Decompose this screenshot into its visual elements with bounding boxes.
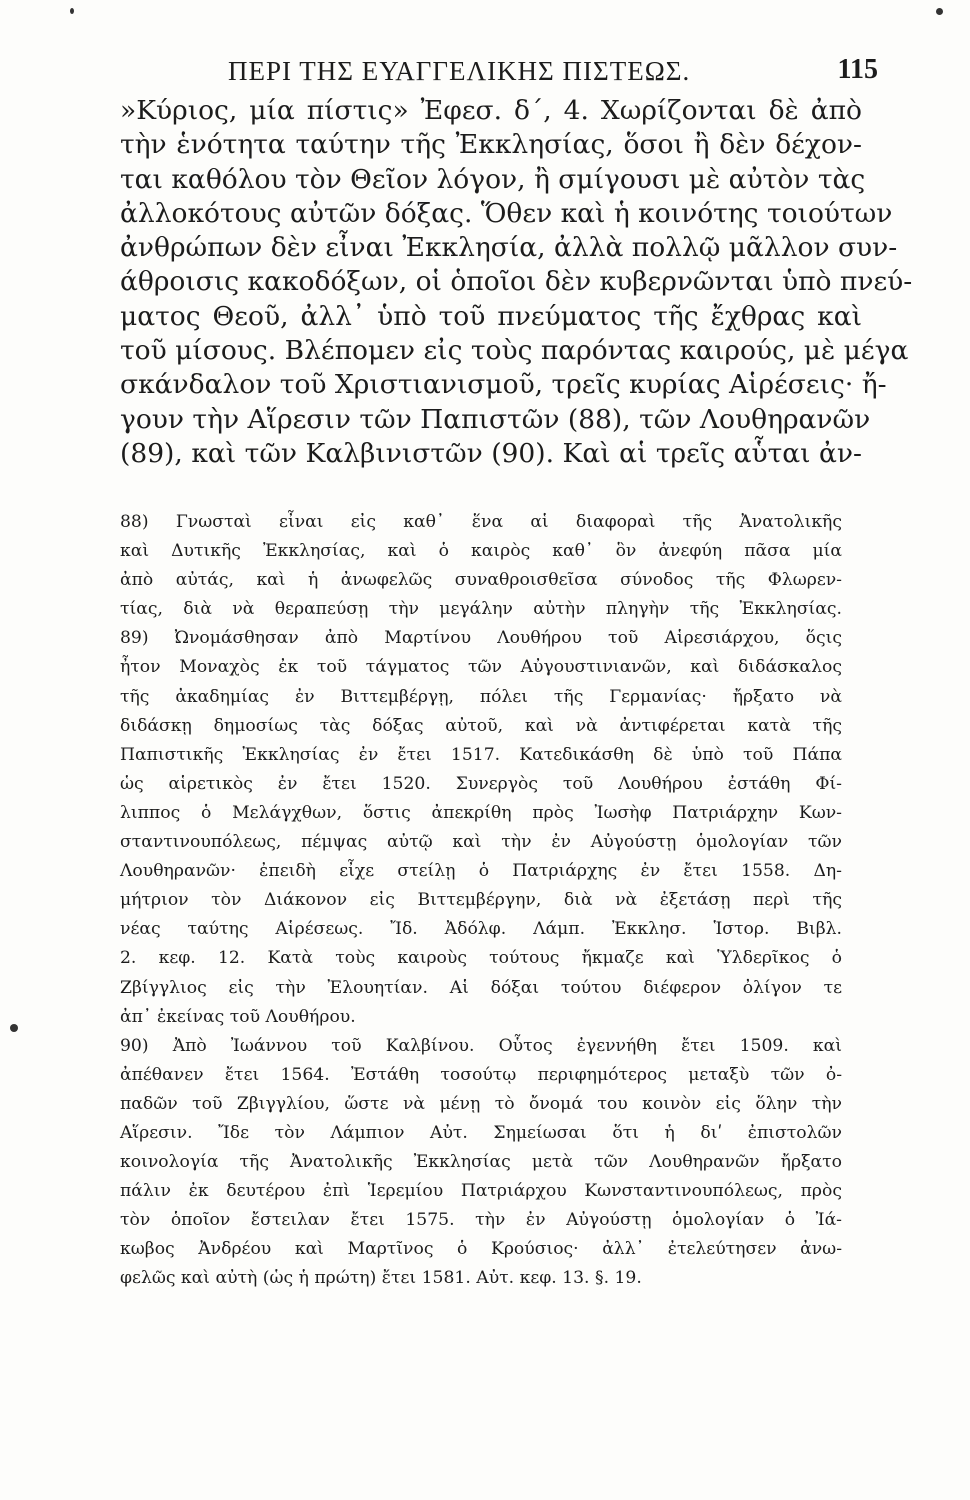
main-text-line: άθροισις κακοδόξων, οἱ ὁποῖοι δὲν κυβερνῶνται ὑπὸ πνεύ- [120,266,913,298]
footnote-90-line: πάλιν ἐκ δευτέρου ἐπὶ Ἱερεμίου Πατριάρχου Κωνσταντινουπόλεως, πρὸς [120,1181,842,1202]
footnote-89-line: Λουθηρανῶν· ἐπειδὴ εἶχε στείλῃ ὁ Πατριάρχης ἐν ἔτει 1558. Δη- [120,861,842,882]
footnote-89-line: ἀπ᾽ ἐκείνας τοῦ Λουθήρου. [120,1006,356,1027]
main-text [120,94,913,471]
footnote-90-line: κοινολογία τῆς Ἀνατολικῆς Ἐκκλησίας μετὰ τῶν Λουθηρανῶν ἤρξατο [120,1152,842,1173]
footnote-89-line: ὡς αἱρετικὸς ἐν ἔτει 1520. Συνεργὸς τοῦ Λουθήρου ἐστάθη Φί- [120,773,842,794]
footnote-89-line: 89) Ὠνομάσθησαν ἀπὸ Μαρτίνου Λουθήρου τοῦ Αἱρεσιάρχου, ὅςις [120,628,842,649]
footnote-90-line: τὸν ὁποῖον ἔστειλαν ἔτει 1575. τὴν ἐν Αὐγούστῃ ὁμολογίαν ὁ Ἰά- [120,1210,842,1231]
footnote-89-line: μήτριον τὸν Διάκονον εἰς Βιττεμβέργην, διὰ νὰ ἐξετάσῃ περὶ τῆς [120,890,842,911]
footnote-90-line: 90) Ἀπὸ Ἰωάννου τοῦ Καλβίνου. Οὗτος ἐγεννήθη ἔτει 1509. καὶ [120,1035,842,1056]
page-header [118,56,878,96]
footnote-88-line: ἀπὸ αὐτάς, καὶ ἡ ἀνωφελῶς συναθροισθεῖσα σύνοδος τῆς Φλωρεν- [120,570,842,591]
main-text-line: σκάνδαλον τοῦ Χριστιανισμοῦ, τρεῖς κυρίας Αἱρέσεις· ἤ- [120,369,887,401]
footnote-89-line: τῆς ἀκαδημίας ἐν Βιττεμβέργῃ, πόλει τῆς Γερμανίας· ἤρξατο νὰ [120,686,842,707]
main-text-line: »Κύριος, μία πίστις» Ἐφεσ. δ΄, 4. Χωρίζονται δὲ ἀπὸ [120,95,862,126]
main-text-line: (89), καὶ τῶν Καλβινιστῶν (90). Καὶ αἱ τρεῖς αὗται ἀν- [120,437,862,469]
paper-speck [936,8,943,15]
footnote-89-line: ἦτον Μοναχὸς ἐκ τοῦ τάγματος τῶν Αὐγουστινιανῶν, καὶ διδάσκαλος [120,657,842,678]
footnote-88-line: 88) Γνωσταὶ εἶναι εἰς καθ᾽ ἕνα αἱ διαφοραὶ τῆς Ἀνατολικῆς [120,512,842,532]
footnotes [120,508,842,1294]
page-number: 115 [837,54,878,85]
footnote-89-line: Παπιστικῆς Ἐκκλησίας ἐν ἔτει 1517. Κατεδικάσθη δὲ ὑπὸ τοῦ Πάπα [120,744,842,765]
footnote-89-line: διδάσκῃ δημοσίως τὰς δόξας αὐτοῦ, καὶ νὰ ἀντιφέρεται κατὰ τῆς [120,715,842,736]
main-text-line: τοῦ μίσους. Βλέπομεν εἰς τοὺς παρόντας καιρούς, μὲ μέγα [120,335,909,367]
footnote-90-line: ἀπέθανεν ἔτει 1564. Ἐστάθη τοσούτῳ περιφημότερος μεταξὺ τῶν ὀ- [120,1064,842,1085]
footnote-89-line: σταντινουπόλεως, πέμψας αὐτῷ καὶ τὴν ἐν Αὐγούστῃ ὁμολογίαν τῶν [120,832,842,853]
footnote-90-line: φελῶς καὶ αὐτὴ (ὡς ἡ πρώτη) ἔτει 1581. Αὐτ. κεφ. 13. §. 19. [120,1268,642,1289]
footnote-89-line: Ζβίγγλιος εἰς τὴν Ἐλουητίαν. Αἱ δόξαι τούτου διέφερον ὀλίγον τε [120,977,842,998]
paper-speck [70,8,74,14]
main-text-line: τὴν ἑνότητα ταύτην τῆς Ἐκκλησίας, ὅσοι ἢ δὲν δέχον- [120,129,862,161]
footnote-90-line: παδῶν τοῦ Ζβιγγλίου, ὥστε νὰ μένῃ τὸ ὄνομά του κοινὸν εἰς ὅλην τὴν [120,1093,842,1114]
footnote-89-line: 2. κεφ. 12. Κατὰ τοὺς καιροὺς τούτους ἤκμαζε καὶ Ὑλδερῖκος ὁ [120,948,842,969]
main-text-line: ἀλλοκότους αὐτῶν δόξας. Ὅθεν καὶ ἡ κοινότης τοιούτων [120,197,893,229]
footnote-90-line: κωβος Ἀνδρέου καὶ Μαρτῖνος ὁ Κρούσιος· ἀλλ᾽ ἐτελεύτησεν ἀνω- [120,1239,842,1260]
footnote-88-line: καὶ Δυτικῆς Ἐκκλησίας, καὶ ὁ καιρὸς καθ᾽ ὃν ἀνεφύη πᾶσα μία [120,541,842,562]
footnote-88-line: τίας, διὰ νὰ θεραπεύσῃ τὴν μεγάλην αὐτὴν πληγὴν τῆς Ἐκκλησίας. [120,599,842,620]
main-text-line: ματος Θεοῦ, ἀλλ᾽ ὑπὸ τοῦ πνεύματος τῆς ἔχθρας καὶ [120,300,862,332]
running-title: ΠΕΡΙ ΤΗΣ ΕΥΑΓΓΕΛΙΚΗΣ ΠΙΣΤΕΩΣ. [228,56,691,86]
paper-speck [10,1024,18,1032]
main-text-line: ται καθόλου τὸν Θεῖον λόγον, ἢ σμίγουσι μὲ αὐτὸν τὰς [120,163,866,195]
main-text-line: γουν τὴν Αἵρεσιν τῶν Παπιστῶν (88), τῶν Λουθηρανῶν [120,403,871,435]
footnote-89-line: νέας ταύτης Αἱρέσεως. Ἴδ. Ἀδόλφ. Λάμπ. Ἐκκλησ. Ἱστορ. Βιβλ. [120,919,842,940]
main-text-line: ἀνθρώπων δὲν εἶναι Ἐκκλησία, ἀλλὰ πολλῷ μᾶλλον συν- [120,232,898,264]
footnote-90-line: Αἵρεσιν. Ἴδε τὸν Λάμπιον Αὐτ. Σημείωσαι ὅτι ἡ διʹ ἐπιστολῶν [120,1122,842,1143]
footnote-89-line: λιππος ὁ Μελάγχθων, ὅστις ἀπεκρίθη πρὸς Ἰωσὴφ Πατριάρχην Κων- [120,802,842,823]
